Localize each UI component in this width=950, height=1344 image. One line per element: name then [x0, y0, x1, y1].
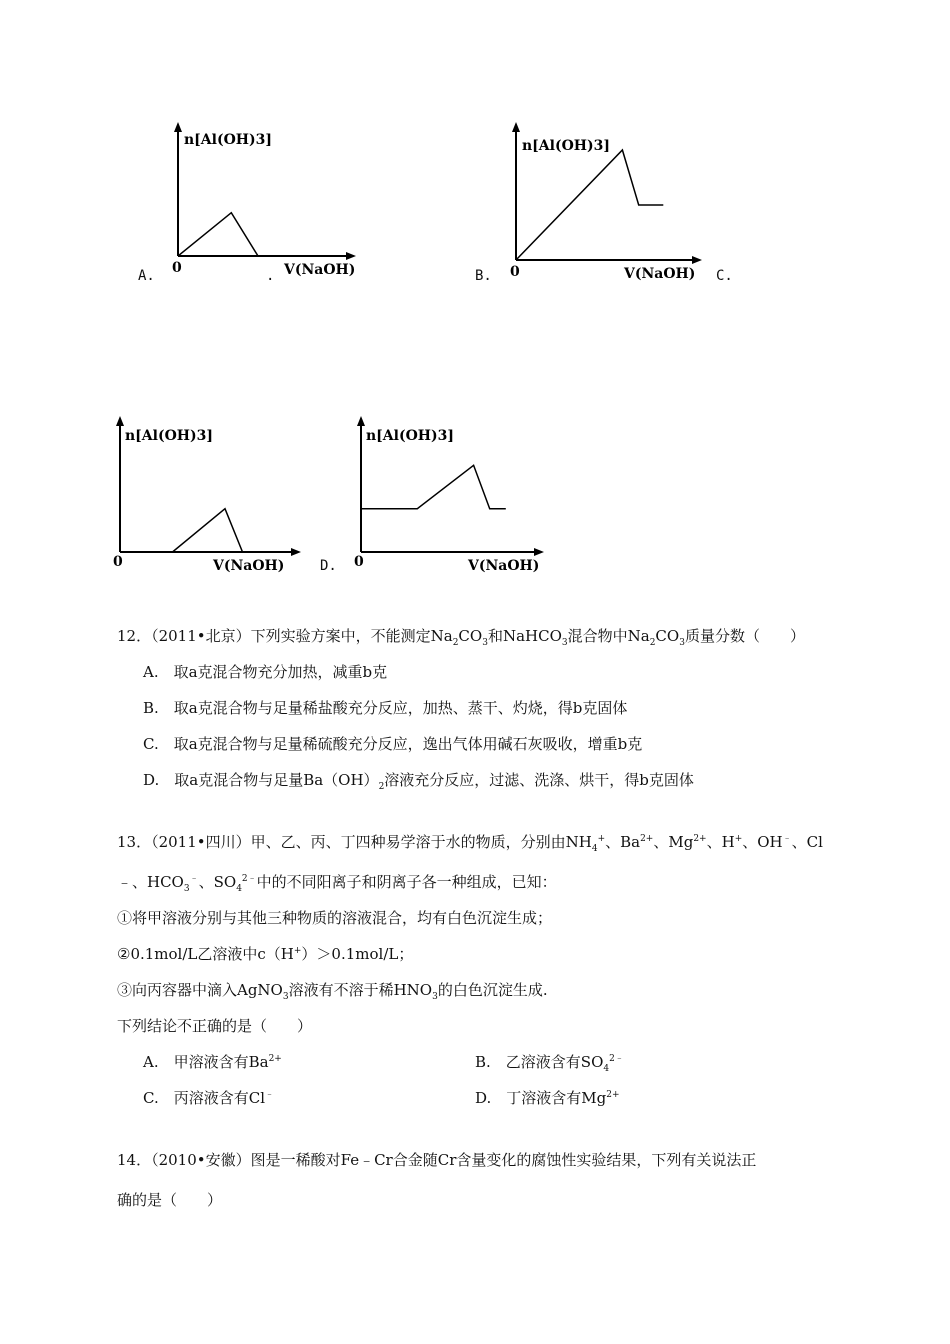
option-d-label: D.: [320, 558, 337, 574]
y-axis-label: n[Al(OH)3]: [366, 428, 455, 444]
q12-stem: 12．（2011•北京）下列实验方案中，不能测定$Na_2CO_3$和NaHCO$_3$混合物中$Na_2CO_3$质量分数（ ）: [117, 627, 805, 648]
q12-option-d[interactable]: D. 取a克混合物与足量$Ba(OH)_2$溶液充分反应，过滤、洗涤、烘干，得b克固体: [143, 771, 694, 792]
y-axis-label: n[Al(OH)3]: [184, 132, 273, 148]
q13-option-c[interactable]: C. 丙溶液含有Cl﹣: [143, 1089, 275, 1107]
graph-c-line: [120, 509, 243, 552]
graph-d-line: [361, 465, 506, 508]
graph-b-line: [516, 150, 663, 260]
x-axis-label: V(NaOH): [624, 266, 696, 282]
q13-stem-line1: 13．（2011•四川）甲、乙、丙、丁四种易学溶于水的物质，分别由$NH_4^+$、$Ba^{2+}$、$Mg^{2+}$、H+、OH﹣、Cl: [117, 833, 823, 854]
option-a-label: A.: [138, 268, 155, 284]
x-axis-label: V(NaOH): [468, 558, 540, 574]
x-axis-label: V(NaOH): [213, 558, 285, 574]
q13-question: 下列结论不正确的是（ ）: [117, 1017, 313, 1035]
y-axis-label: n[Al(OH)3]: [522, 138, 611, 154]
q13-option-d[interactable]: D. 丁溶液含有$Mg^{2+}$: [475, 1089, 620, 1107]
graph-d: [348, 412, 548, 582]
option-c-label-top: C.: [716, 268, 733, 284]
graph-c: [105, 412, 305, 582]
q13-condition-2: ②0.1mol/L乙溶液中c（H+）＞0.1mol/L；: [117, 945, 414, 963]
origin-label: 0: [113, 554, 123, 570]
q13-option-b[interactable]: B. 乙溶液含有$SO_4^{2﹣}$: [475, 1053, 624, 1074]
q13-condition-3: ③向丙容器中滴入AgNO$_3$溶液有不溶于稀$HNO_3$的白色沉淀生成.: [117, 981, 548, 1002]
origin-label: 0: [172, 260, 182, 276]
graph-b: [500, 118, 710, 282]
option-b-label: B.: [475, 268, 492, 284]
origin-label: 0: [510, 264, 520, 280]
dot-mark: .: [266, 268, 275, 284]
q13-stem-line2: ﹣、$HCO_3^﹣$、$SO_4^{2﹣}$中的不同阳离子和阴离子各一种组成，已知：: [117, 873, 557, 894]
q14-stem-line2: 确的是（ ）: [117, 1191, 223, 1209]
graph-a-line: [178, 213, 258, 256]
q14-stem-line1: 14．（2010•安徽）图是一稀酸对Fe﹣Cr合金随Cr含量变化的腐蚀性实验结果，下列有关说法正: [117, 1151, 757, 1169]
q13-option-a[interactable]: A. 甲溶液含有$Ba^{2+}$: [143, 1053, 282, 1071]
q12-option-c[interactable]: C. 取a克混合物与足量稀硫酸充分反应，逸出气体用碱石灰吸收，增重b克: [143, 735, 643, 753]
q12-option-a[interactable]: A. 取a克混合物充分加热，减重b克: [143, 663, 388, 681]
y-axis-label: n[Al(OH)3]: [125, 428, 214, 444]
origin-label: 0: [354, 554, 364, 570]
q12-option-b[interactable]: B. 取a克混合物与足量稀盐酸充分反应，加热、蒸干、灼烧，得b克固体: [143, 699, 628, 717]
q13-condition-1: ①将甲溶液分别与其他三种物质的溶液混合，均有白色沉淀生成；: [117, 909, 553, 927]
graph-a: [160, 118, 360, 278]
x-axis-label: V(NaOH): [284, 262, 356, 278]
